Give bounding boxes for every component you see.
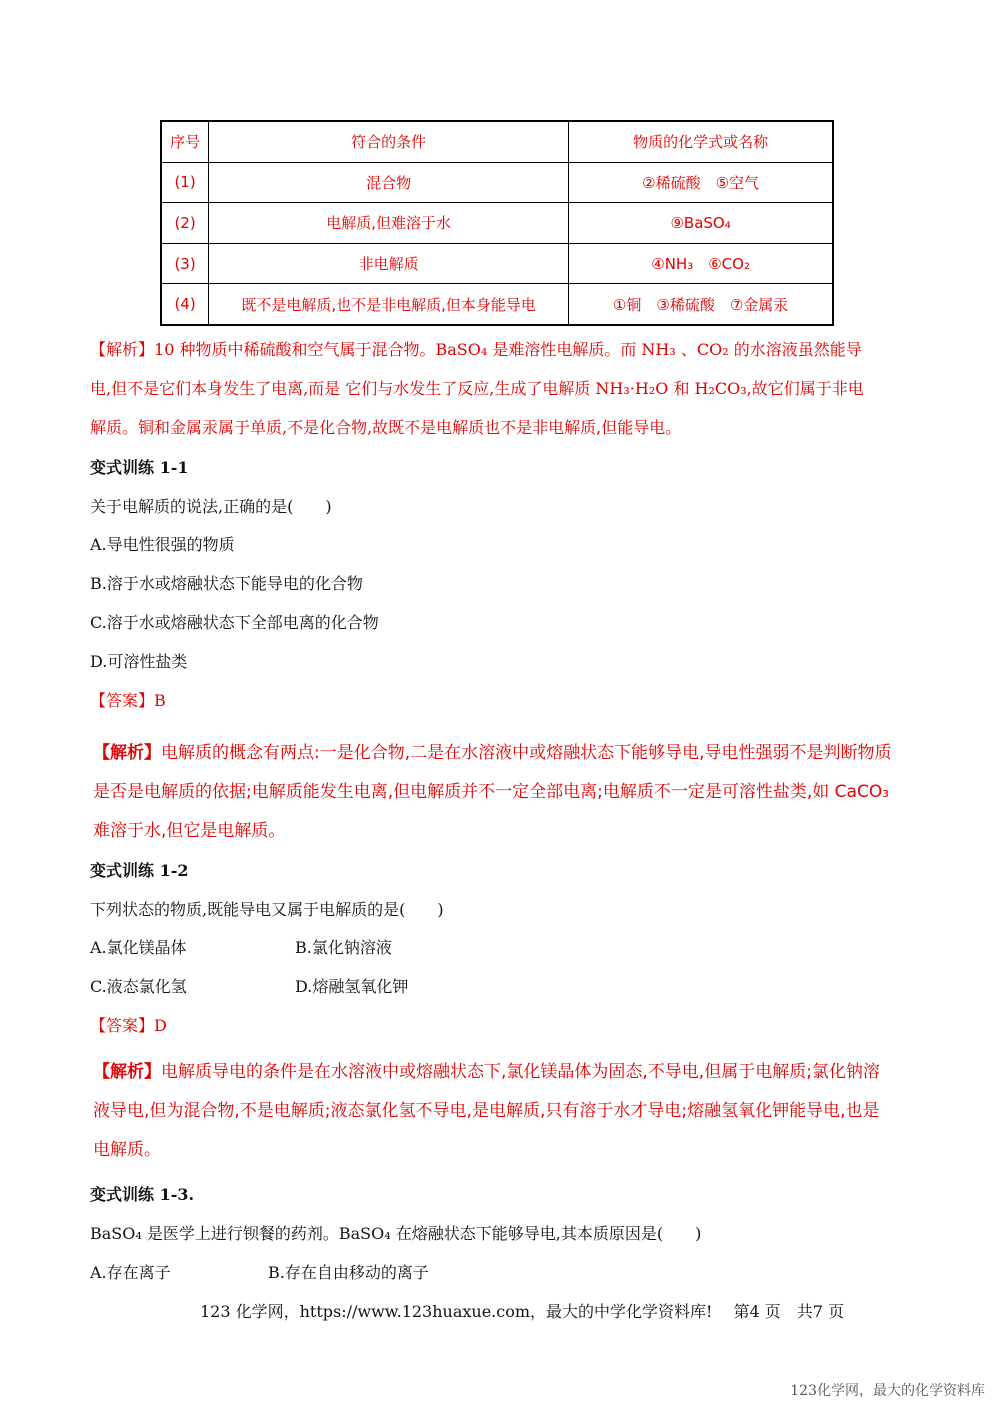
row-no: (1) — [161, 162, 209, 203]
answer-value: D — [154, 1016, 167, 1035]
row-substance: ④NH₃ ⑥CO₂ — [569, 243, 833, 284]
row-condition: 混合物 — [209, 162, 569, 203]
option-b: B.存在自由移动的离子 — [268, 1263, 429, 1282]
analysis-line: 解质。铜和金属汞属于单质,不是化合物,故既不是电解质也不是非电解质,但能导电。 — [90, 418, 682, 437]
analysis-line: 液导电,但为混合物,不是电解质;液态氯化氢不导电,是电解质,只有溶于水才导电;熔融氢氧化钾能导电,也是 — [93, 1101, 880, 1121]
exercise-title: 变式训练 1-3. — [90, 1185, 195, 1204]
table-row — [161, 284, 833, 325]
answer-line — [90, 1013, 167, 1036]
row-no: (2) — [161, 203, 209, 244]
option-a: A.存在离子 — [90, 1263, 171, 1282]
row-substance: ①铜 ③稀硫酸 ⑦金属汞 — [569, 284, 833, 325]
question-text: 关于电解质的说法,正确的是( ) — [90, 497, 332, 516]
analysis-line: 电解质。 — [93, 1140, 161, 1160]
analysis-line: 电,但不是它们本身发生了电离,而是 它们与水发生了反应,生成了电解质 NH₃·H₂O 和 H₂CO₃,故它们属于非电 — [90, 379, 864, 398]
option-b: B.溶于水或熔融状态下能导电的化合物 — [90, 574, 363, 593]
site-brand: 123化学网，最大的化学资料库 — [790, 1383, 985, 1399]
option-c: C.液态氯化氢 — [90, 977, 187, 996]
analysis-tag: 【解析】 — [90, 340, 155, 359]
option-b: B.氯化钠溶液 — [295, 938, 392, 957]
table-row — [161, 243, 833, 284]
option-c: C.溶于水或熔融状态下全部电离的化合物 — [90, 613, 379, 632]
option-a: A.导电性很强的物质 — [90, 535, 235, 554]
question-text: BaSO₄ 是医学上进行钡餐的药剂。BaSO₄ 在熔融状态下能够导电,其本质原因是( ) — [90, 1224, 702, 1243]
option-d: D.可溶性盐类 — [90, 652, 188, 671]
analysis-line — [93, 738, 892, 763]
analysis-line — [90, 337, 862, 360]
header-no: 序号 — [161, 121, 209, 162]
row-no: (4) — [161, 284, 209, 325]
analysis-line — [93, 1057, 880, 1082]
answer-tag: 【答案】 — [90, 1016, 155, 1035]
row-condition: 电解质,但难溶于水 — [209, 203, 569, 244]
answer-line — [90, 688, 166, 711]
exercise-title: 变式训练 1-1 — [90, 458, 189, 477]
header-substance: 物质的化学式或名称 — [569, 121, 833, 162]
option-d: D.熔融氢氧化钾 — [295, 977, 409, 996]
analysis-text: 电解质导电的条件是在水溶液中或熔融状态下,氯化镁晶体为固态,不导电,但属于电解质;氯化钠溶 — [161, 1062, 880, 1082]
row-condition: 非电解质 — [209, 243, 569, 284]
row-no: (3) — [161, 243, 209, 284]
page-footer: 123 化学网，https://www.123huaxue.com，最大的中学化学资料库! 第4 页 共7 页 — [200, 1302, 845, 1321]
row-substance: ②稀硫酸 ⑤空气 — [569, 162, 833, 203]
answer-tag: 【答案】 — [90, 691, 155, 710]
table-header-row — [161, 121, 833, 162]
analysis-text: 10 种物质中稀硫酸和空气属于混合物。BaSO₄ 是难溶性电解质。而 NH₃ 、CO₂ 的水溶液虽然能导 — [154, 340, 862, 359]
row-substance: ⑨BaSO₄ — [569, 203, 833, 244]
table-row — [161, 162, 833, 203]
table-row — [161, 203, 833, 244]
row-condition: 既不是电解质,也不是非电解质,但本身能导电 — [209, 284, 569, 325]
option-a: A.氯化镁晶体 — [90, 938, 187, 957]
analysis-tag: 【解析】 — [93, 743, 161, 763]
analysis-line: 难溶于水,但它是电解质。 — [93, 821, 286, 841]
exercise-title: 变式训练 1-2 — [90, 861, 189, 880]
condition-table — [160, 120, 834, 326]
analysis-line: 是否是电解质的依据;电解质能发生电离,但电解质并不一定全部电离;电解质不一定是可溶性盐类,如 CaCO₃ — [93, 782, 890, 802]
analysis-tag: 【解析】 — [93, 1062, 161, 1082]
header-condition: 符合的条件 — [209, 121, 569, 162]
answer-value: B — [154, 691, 166, 710]
question-text: 下列状态的物质,既能导电又属于电解质的是( ) — [90, 900, 444, 919]
analysis-text: 电解质的概念有两点:一是化合物,二是在水溶液中或熔融状态下能够导电,导电性强弱不是判断物质 — [161, 743, 892, 763]
